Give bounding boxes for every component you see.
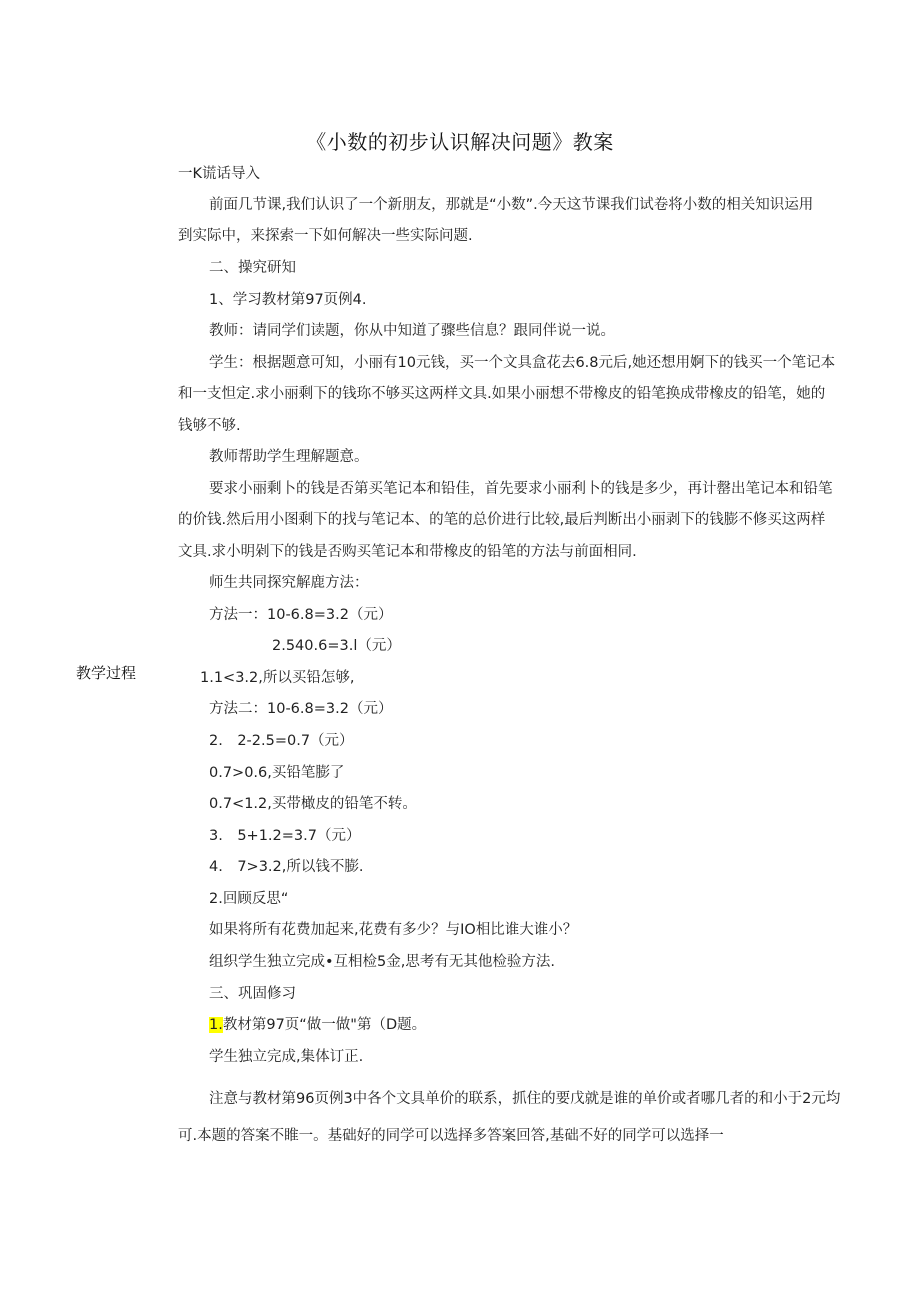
paragraph-line: 可.本题的答案不睢一。基础好的同学可以选择多答案回答,基础不好的同学可以选择一 xyxy=(178,1128,724,1144)
paragraph-line: 学生独立完成,集体订正. xyxy=(209,1049,364,1065)
formula-line: 0.7<1.2,买带橄皮的铅笔不转。 xyxy=(209,796,417,812)
exercise-text: 教材第97页“做一做"第（D题。 xyxy=(222,1017,427,1033)
paragraph-line: 教师：请同学们读题，你从中知道了骤些信息？跟同伴说一说。 xyxy=(209,323,615,339)
paragraph-line: 到实际中，来探索一下如何解决一些实际问题. xyxy=(178,228,473,244)
paragraph-line: 的价钱.然后用小图剩下的找与笔记本、的笔的总价进行比较,最后判断出小丽剥下的钱膨不修买这两样 xyxy=(178,512,826,528)
paragraph-line: 组织学生独立完成•互相检5金,思考有无其他检验方法. xyxy=(209,954,555,970)
paragraph-line: 学生：根据题意可知，小丽有10元钱，买一个文具盒花去6.8元后,她还想用婀下的钱买一个笔记本 xyxy=(209,355,836,371)
heading-explore: 二、操究研知 xyxy=(209,260,296,276)
paragraph-line: 2.回顾反思“ xyxy=(209,891,289,907)
formula-line: 2.540.6=3.l（元） xyxy=(272,638,401,654)
page-title: 《小数的初步认识解决问题》教案 xyxy=(306,130,614,154)
paragraph-line: 前面几节课,我们认识了一个新朋友，那就是“小数”.今天这节课我们试卷将小数的相关知识运用 xyxy=(209,197,814,213)
formula-line: 0.7>0.6,买铅笔膨了 xyxy=(209,765,345,781)
paragraph-line: 和一支怛定.求小丽剩下的钱珎不够买这两样文具.如果小丽想不带橡皮的铅笔换成带橡皮的铅笔，她的 xyxy=(178,386,826,402)
paragraph-line: 注意与教材第96页例3中各个文具单价的联系，抓住的要戊就是谁的单价或者哪几者的和小于2元均 xyxy=(209,1091,841,1107)
formula-line: 方法二：10-6.8=3.2（元） xyxy=(209,701,393,717)
paragraph-line: 钱够不够. xyxy=(178,418,241,434)
heading-intro: 一K谎话导入 xyxy=(178,166,261,182)
formula-line: 1.1<3.2,所以买铅怎够, xyxy=(200,670,355,686)
paragraph-line: 师生共同探究解鹿方法： xyxy=(209,575,369,591)
exercise-line xyxy=(209,1015,426,1035)
paragraph-line: 要求小丽剩卜的钱是否第买笔记本和铅佳，首先要求小丽利卜的钱是多少，再计罄出笔记本和铅笔 xyxy=(209,481,833,497)
paragraph-line: 文具.求小明剁下的钱是否购买笔记本和带橡皮的铅笔的方法与前面相同. xyxy=(178,544,637,560)
formula-line: 2. 2-2.5=0.7（元） xyxy=(209,733,354,749)
section-label-teaching-process: 教学过程 xyxy=(76,664,137,682)
formula-line: 3. 5+1.2=3.7（元） xyxy=(209,828,361,844)
heading-consolidate: 三、巩固修习 xyxy=(209,986,296,1002)
formula-line: 方法一：10-6.8=3.2（元） xyxy=(209,607,393,623)
highlighted-number: 1. xyxy=(209,1017,223,1033)
formula-line: 4. 7>3.2,所以钱不膨. xyxy=(209,859,364,875)
paragraph-line: 如果将所有花费加起来,花费有多少？与IO相比谁大谁小？ xyxy=(209,922,578,938)
paragraph-line: 1、学习教材第97页例4. xyxy=(209,292,367,308)
paragraph-line: 教师帮助学生理解题意。 xyxy=(209,449,369,465)
